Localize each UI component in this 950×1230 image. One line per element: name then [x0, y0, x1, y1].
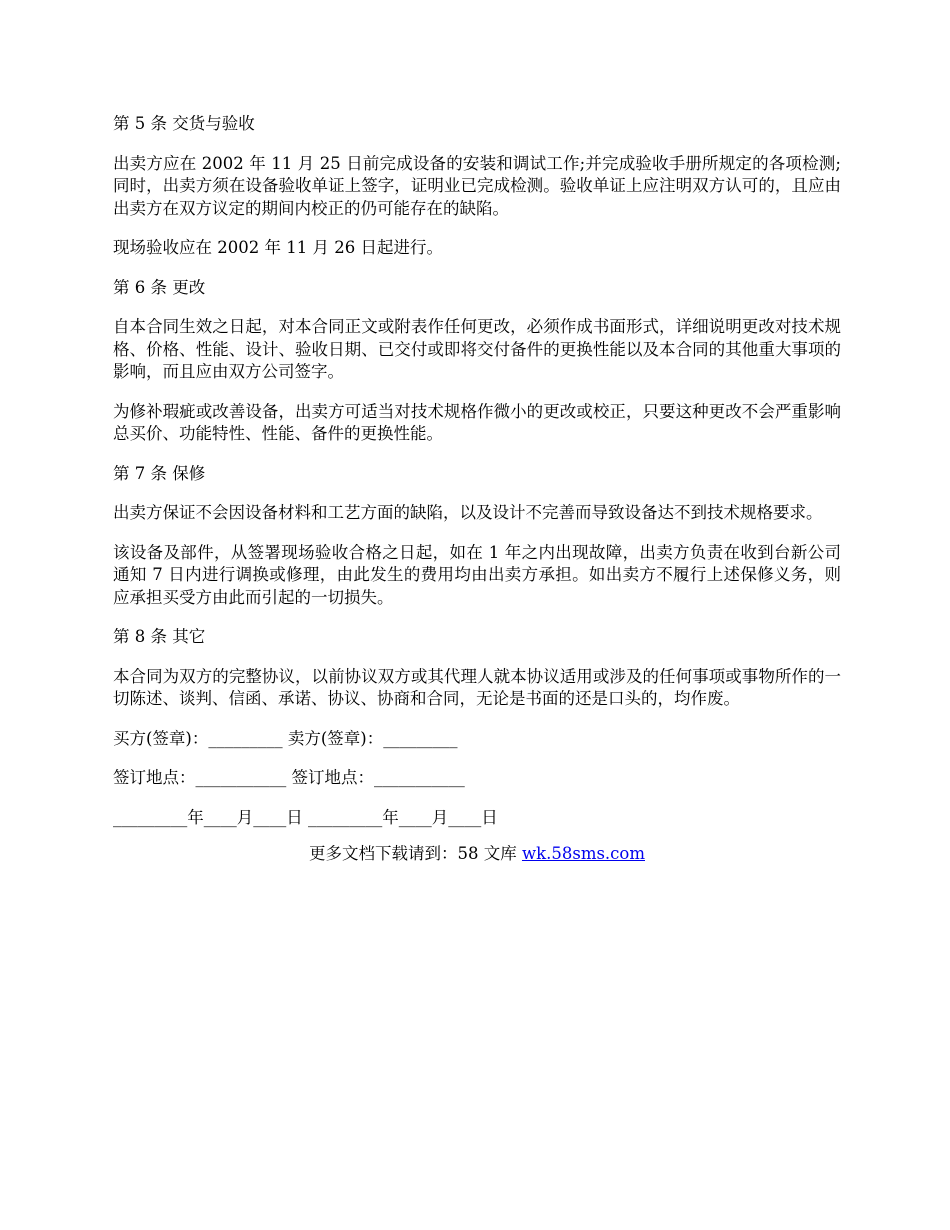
section-5-paragraph-2: 现场验收应在 2002 年 11 月 26 日起进行。: [113, 238, 443, 257]
section-8-heading: 第 8 条 其它: [113, 627, 206, 646]
download-footer: [113, 843, 841, 866]
section-6-paragraph-1: 自本合同生效之日起，对本合同正文或附表作任何更改，必须作成书面形式，详细说明更改对技术规格、价格、性能、设计、验收日期、已交付或即将交付备件的更换性能以及本合同的其他重大事项的影响，而且应由双方公司签字。: [113, 317, 841, 381]
section-7-heading: 第 7 条 保修: [113, 463, 206, 483]
signature-dates-line: _________年____月____日 _________年____月____日: [113, 807, 498, 827]
signature-places-line: 签订地点：___________ 签订地点：___________: [113, 768, 465, 787]
section-7-paragraph-1: 出卖方保证不会因设备材料和工艺方面的缺陷，以及设计不完善而导致设备达不到技术规格要求。: [113, 503, 823, 522]
section-5-heading: 第 5 条 交货与验收: [113, 114, 255, 133]
section-5-paragraph-1: 出卖方应在 2002 年 11 月 25 日前完成设备的安装和调试工作;并完成验收手册所规定的各项检测;同时，出卖方须在设备验收单证上签字，证明业已完成检测。验收单证上应注明双方认可的，且应由出卖方在双方议定的期间内校正的仍可能存在的缺陷。: [113, 153, 841, 218]
signature-parties-line: 买方(签章)：_________ 卖方(签章)：_________: [113, 728, 458, 748]
section-6-paragraph-2: 为修补瑕疵或改善设备，出卖方可适当对技术规格作微小的更改或校正，只要这种更改不会严重影响总买价、功能特性、性能、备件的更换性能。: [113, 401, 841, 443]
section-8-paragraph-1: 本合同为双方的完整协议，以前协议双方或其代理人就本协议适用或涉及的任何事项或事物所作的一切陈述、谈判、信函、承诺、协议、协商和合同，无论是书面的还是口头的，均作废。: [113, 666, 841, 708]
section-7-paragraph-2: 该设备及部件，从签署现场验收合格之日起，如在 1 年之内出现故障，出卖方负责在收到台新公司通知 7 日内进行调换或修理，由此发生的费用均由出卖方承担。如出卖方不履行上述保修义务，则应承担买受方由此而引起的一切损失。: [113, 542, 841, 607]
footer-text: 更多文档下载请到：58 文库: [308, 844, 522, 863]
section-6-heading: 第 6 条 更改: [113, 277, 206, 297]
document-page: [113, 113, 841, 866]
footer-link[interactable]: wk.58sms.com: [521, 844, 645, 863]
